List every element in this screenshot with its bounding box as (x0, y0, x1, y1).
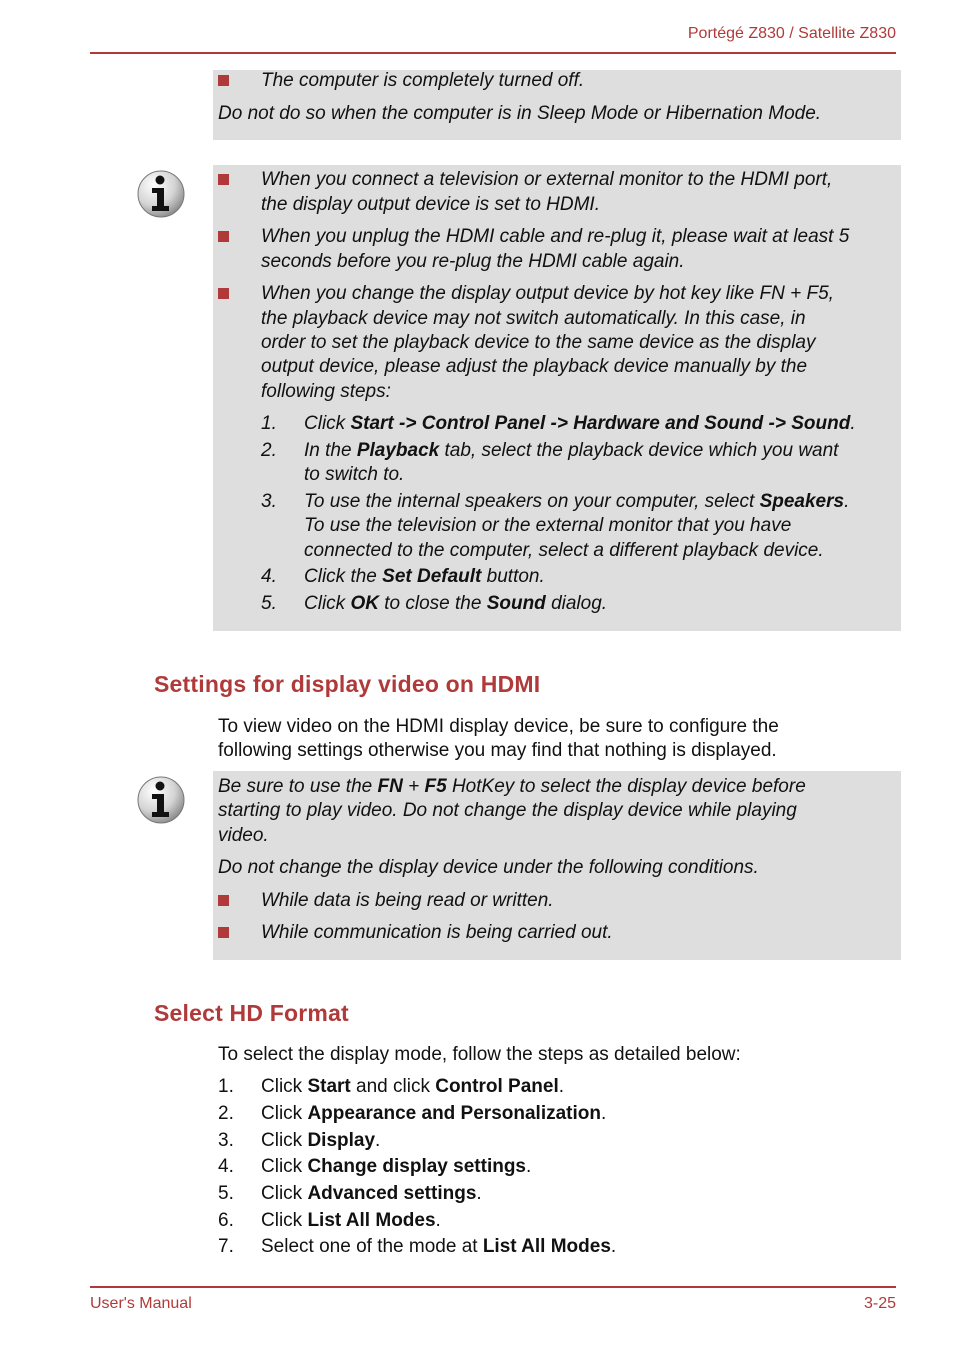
step-text-bold: List All Modes (307, 1210, 436, 1231)
section-heading-hd-format: Select HD Format (154, 1000, 349, 1026)
page-header-title: Portégé Z830 / Satellite Z830 (687, 25, 896, 42)
step-text (304, 565, 545, 590)
step-text-continued: connected to the computer, select a different playback device. (304, 540, 824, 561)
note-bullet-text: When you connect a television or external monitor to the HDMI port, (261, 169, 833, 190)
note-bullet-text: While data is being read or written. (261, 890, 554, 911)
section-intro: To view video on the HDMI display device, be sure to configure the (218, 716, 779, 737)
step-text-bold: OK (350, 593, 379, 614)
step-number: 3. (218, 1130, 234, 1151)
step-text-post: . (610, 1236, 617, 1257)
note-text-bold: F5 (424, 776, 447, 797)
step-text-bold: Speakers (759, 491, 845, 512)
step-text-pre: Click the (304, 566, 383, 587)
step-text-pre: Click (261, 1103, 308, 1124)
step-text-pre: Click (261, 1076, 308, 1097)
note-bullet-text: the display output device is set to HDMI. (261, 194, 600, 215)
step-text-pre: Click (304, 413, 351, 434)
step-text-post: . (844, 491, 850, 512)
bullet-marker (218, 895, 229, 906)
step-text (261, 1182, 482, 1207)
step-text-post: . (850, 413, 856, 434)
note-text: video. (218, 825, 269, 846)
step-number: 5. (261, 593, 277, 614)
step-text-bold: Change display settings (307, 1156, 526, 1177)
note-text: Do not do so when the computer is in Sleep Mode or Hibernation Mode. (218, 103, 822, 124)
step-text (304, 439, 838, 464)
step-text-pre: To use the internal speakers on your computer, select (304, 491, 760, 512)
step-number: 7. (218, 1236, 234, 1257)
step-text-post: button. (481, 566, 545, 587)
footer-manual-label: User's Manual (90, 1295, 192, 1312)
note-text (218, 775, 806, 800)
step-text (261, 1155, 531, 1180)
step-text-bold: Set Default (382, 566, 482, 587)
note-text-bold: FN (377, 776, 403, 797)
section-intro: following settings otherwise you may find that nothing is displayed. (218, 740, 777, 761)
step-text-post: . (435, 1210, 441, 1231)
step-text-pre: Click (261, 1130, 308, 1151)
bullet-marker (218, 231, 229, 242)
step-text-bold: Display (307, 1130, 376, 1151)
step-text-bold: Playback (356, 440, 440, 461)
step-number: 4. (218, 1156, 234, 1177)
step-number: 1. (218, 1076, 234, 1097)
note-bullet-text: the playback device may not switch automatically. In this case, in (261, 308, 806, 329)
step-text (304, 592, 607, 617)
step-text-post: dialog. (545, 593, 608, 614)
step-text-post: . (375, 1130, 381, 1151)
step-text-pre: In the (304, 440, 357, 461)
step-text-pre: Click (261, 1210, 308, 1231)
step-text-post: to close the (378, 593, 487, 614)
section-intro: To select the display mode, follow the steps as detailed below: (218, 1044, 741, 1065)
note-text-pre: Be sure to use the (218, 776, 378, 797)
step-text-bold: Start -> Control Panel -> Hardware and Sound -> Sound (350, 413, 851, 434)
step-number: 6. (218, 1210, 234, 1231)
step-number: 4. (261, 566, 277, 587)
step-text-bold: Control Panel (435, 1076, 559, 1097)
step-text-post: . (526, 1156, 532, 1177)
note-bullet-text: The computer is completely turned off. (261, 70, 585, 91)
step-number: 1. (261, 413, 277, 434)
section-heading-hdmi-settings: Settings for display video on HDMI (154, 671, 541, 697)
step-text-post: . (558, 1076, 565, 1097)
note-text: Do not change the display device under the following conditions. (218, 857, 759, 878)
header-rule (90, 52, 896, 54)
step-text-bold: List All Modes (482, 1236, 611, 1257)
step-text (304, 490, 849, 515)
info-icon (136, 169, 186, 219)
step-number: 5. (218, 1183, 234, 1204)
step-text-bold: Sound (486, 593, 546, 614)
step-text-bold: Advanced settings (307, 1183, 477, 1204)
step-text-pre: Click (261, 1156, 308, 1177)
step-text-pre: Click (304, 593, 351, 614)
step-text-post: tab, select the playback device which you want (439, 440, 839, 461)
note-text-mid: + (402, 776, 425, 797)
note-text-post: HotKey to select the display device before (446, 776, 806, 797)
step-number: 2. (218, 1103, 234, 1124)
step-text-pre: Click (261, 1183, 308, 1204)
step-text (304, 412, 856, 437)
bullet-marker (218, 927, 229, 938)
step-text-continued: to switch to. (304, 464, 405, 485)
footer-rule (90, 1286, 896, 1288)
step-text (261, 1129, 380, 1154)
step-text (261, 1235, 616, 1260)
info-icon (136, 775, 186, 825)
step-number: 3. (261, 491, 277, 512)
step-text (261, 1075, 564, 1100)
step-text-bold: Start (307, 1076, 351, 1097)
step-text-continued: To use the television or the external monitor that you have (304, 515, 792, 536)
step-number: 2. (261, 440, 277, 461)
note-text: starting to play video. Do not change the display device while playing (218, 800, 797, 821)
step-text-post: . (476, 1183, 482, 1204)
note-bullet-text: output device, please adjust the playback device manually by the (261, 356, 808, 377)
note-bullet-text: order to set the playback device to the same device as the display (261, 332, 816, 353)
page-number: 3-25 (863, 1295, 896, 1312)
note-bullet-text: When you unplug the HDMI cable and re-plug it, please wait at least 5 (261, 226, 850, 247)
step-text (261, 1102, 606, 1127)
note-bullet-text: following steps: (261, 381, 391, 402)
step-text-mid: and click (350, 1076, 436, 1097)
bullet-marker (218, 174, 229, 185)
note-bullet-text: While communication is being carried out. (261, 922, 613, 943)
note-bullet-text: When you change the display output device by hot key like FN + F5, (261, 283, 834, 304)
note-bullet-text: seconds before you re-plug the HDMI cable again. (261, 251, 685, 272)
step-text-bold: Appearance and Personalization (307, 1103, 601, 1124)
bullet-marker (218, 288, 229, 299)
bullet-marker (218, 75, 229, 86)
step-text (261, 1209, 441, 1234)
step-text-pre: Select one of the mode at (261, 1236, 483, 1257)
step-text-post: . (600, 1103, 607, 1124)
